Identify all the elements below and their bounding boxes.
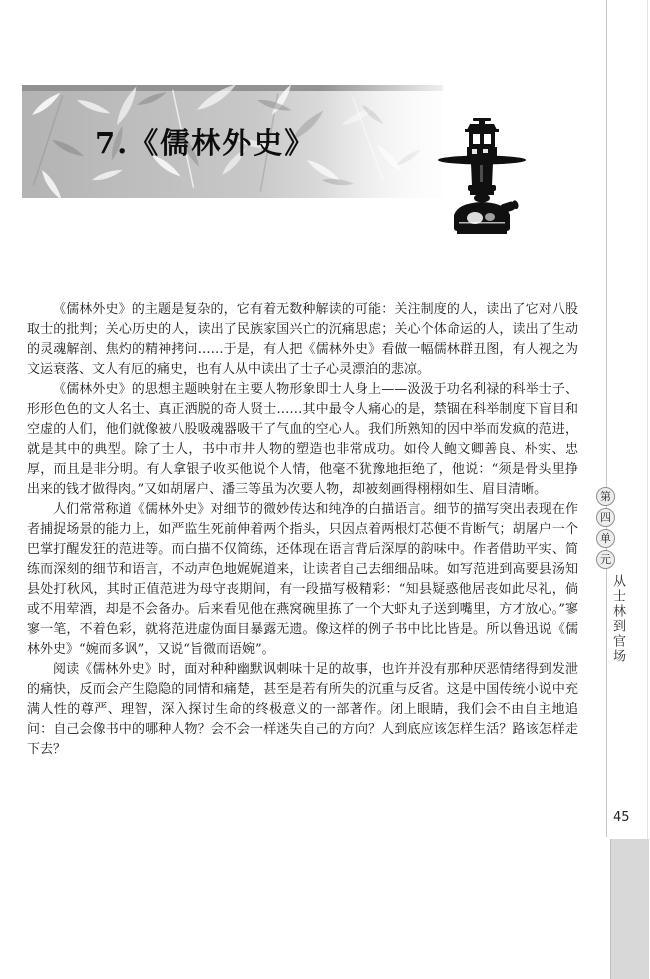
unit-char-2: 四 [596, 508, 615, 527]
page-scan-edge [647, 0, 648, 979]
paragraph-reading: 阅读《儒林外史》时，面对种种幽默讽刺味十足的故事，也许并没有那种厌恶情绪得到发泄的痛快，反而会产生隐隐的同情和痛楚，甚至是若有所失的沉重与反省。这是中国传统小说中充满人性的尊严、理智，深入探讨生命的终极意义的一部著作。闭上眼睛，我们会不由自主地追问：自己会像书中的哪种人物？会不会一样迷失自己的方向？人到底应该怎样生活？路该怎样走下去？ [27, 662, 578, 757]
lantern-image [437, 118, 527, 235]
body-text [27, 300, 578, 760]
unit-char-4: 元 [596, 550, 615, 569]
paragraph-details: 人们常常称道《儒林外史》对细节的微妙传达和纯净的白描语言。细节的描写突出表现在作者捕捉场景的能力上，如严监生死前伸着两个指头，只因点着两根灯芯便不肯断气；胡屠户一个巴掌打醒发狂的范进等。而白描不仅简练，还体现在语言背后深厚的韵味中。作者借助平实、简练而深刻的细节和语言，不动声色地娓娓道来，让读者自己去细细品味。如写范进到高要县汤知县处打秋风，其时正值范进为母守丧期间，有一段描写极精彩：“知县疑惑他居丧如此尽礼，倘或不用荤酒，却是不会备办。后来看见他在燕窝碗里拣了一个大虾丸子送到嘴里，方才放心。”寥寥一笔，不着色彩，就将范进虚伪面目暴露无遗。像这样的例子书中比比皆是。所以鲁迅说《儒林外史》“婉而多讽”，又说“旨微而语婉”。 [27, 502, 578, 657]
chapter-header-banner [22, 85, 443, 198]
sidebar-rule [606, 0, 607, 837]
paragraph-themes: 《儒林外史》的主题是复杂的，它有着无数种解读的可能：关注制度的人，读出了它对八股取士的批判；关心历史的人，读出了民族家国兴亡的沉痛思虑；关心个体命运的人，读出了生动的灵魂解剖、焦灼的精神拷问……于是，有人把《儒林外史》看做一幅儒林群丑图，有人视之为文运衰落、文人有厄的痛史，也有人从中读出了士子心灵漂泊的悲凉。 [27, 302, 578, 377]
page-edge-shadow [610, 839, 649, 979]
paragraph-characters: 《儒林外史》的思想主题映射在主要人物形象即士人身上——汲汲于功名利禄的科举士子、形形色色的文人名士、真正洒脱的奇人贤士……其中最令人痛心的是，禁锢在科举制度下盲目和空虚的人们，他们就像被八股吸魂器吸干了气血的空心人。我们所熟知的因中举而发疯的范进，就是其中的典型。除了士人，书中市井人物的塑造也非常成功。如伶人鲍文卿善良、朴实、忠厚，而且是非分明。有人拿银子收买他说个人情，他毫不犹豫地拒绝了，他说：“须是骨头里挣出来的钱才做得肉。”又如胡屠户、潘三等虽为次要人物，却被刻画得栩栩如生、眉目清晰。 [27, 382, 578, 497]
chapter-title: 7.《儒林外史》 [95, 126, 316, 160]
unit-caption: 从士林到官场 [610, 574, 625, 664]
unit-char-3: 单 [596, 529, 615, 548]
unit-char-1: 第 [596, 487, 615, 506]
unit-badge [596, 487, 615, 571]
page-number: 45 [613, 810, 630, 825]
